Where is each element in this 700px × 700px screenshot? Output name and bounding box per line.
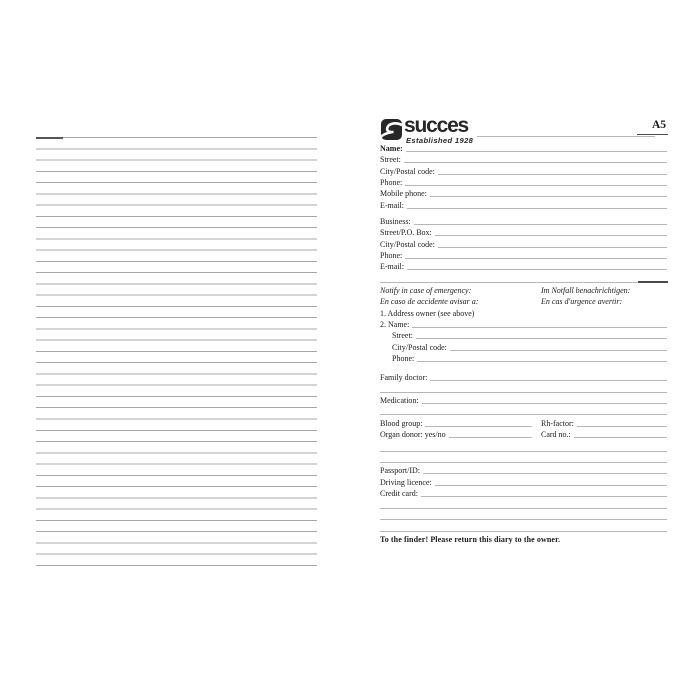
form-row-business-email	[380, 260, 667, 271]
field-label: 2. Name:	[380, 319, 410, 329]
field-label: Card no.:	[541, 429, 571, 439]
form-row-business-street	[380, 226, 667, 237]
form-row-mobile	[380, 187, 667, 198]
brand-name: succes	[404, 114, 469, 137]
write-line	[449, 437, 532, 438]
field-label: City/Postal code:	[392, 342, 447, 352]
write-line	[380, 462, 667, 463]
write-line	[577, 426, 667, 427]
write-line	[380, 414, 667, 415]
write-line	[407, 269, 667, 270]
write-line	[417, 361, 667, 362]
write-line	[574, 437, 667, 438]
emergency-heading-row-1	[380, 283, 667, 294]
write-line	[450, 350, 667, 351]
form-row-family-doctor	[380, 371, 667, 382]
card-no-field	[541, 430, 667, 439]
write-line	[380, 531, 667, 532]
emergency-contact-street	[380, 329, 667, 340]
emergency-heading-fr: En cas d'urgence avertir:	[541, 297, 623, 307]
form-row-city	[380, 164, 667, 175]
field-label: Phone:	[380, 251, 403, 261]
field-label: City/Postal code:	[380, 239, 435, 249]
emergency-heading-de: Im Notfall benachrichtigen:	[541, 285, 631, 295]
emergency-option-2	[380, 318, 667, 329]
form-row-phone	[380, 176, 667, 187]
write-line	[380, 392, 667, 393]
field-label: Passport/ID:	[380, 466, 420, 476]
emergency-heading-es: En caso de accidente avisar a:	[380, 297, 479, 307]
form-row-passport	[380, 464, 667, 475]
emergency-contact-phone	[380, 352, 667, 363]
form-row-driving-licence	[380, 475, 667, 486]
rh-factor-field	[541, 419, 667, 428]
write-line-row	[380, 382, 667, 393]
write-line	[414, 224, 667, 225]
finder-note-text: To the finder! Please return this diary to the owner.	[380, 535, 561, 545]
blood-group-field	[380, 419, 532, 428]
write-line	[423, 473, 667, 474]
write-line-row	[380, 510, 667, 521]
field-label: Rh-factor:	[541, 418, 574, 428]
form-row-business-phone	[380, 249, 667, 260]
form-row-medication	[380, 394, 667, 405]
field-label: Street:	[380, 155, 401, 165]
write-line	[422, 403, 667, 404]
write-line	[405, 185, 667, 186]
ruled-lines	[36, 137, 317, 567]
finder-note	[380, 533, 667, 544]
emergency-option-1	[380, 306, 667, 317]
write-line-row	[380, 499, 667, 510]
write-line-row	[380, 453, 667, 464]
field-label: Blood group:	[380, 418, 423, 428]
succes-logo-icon	[381, 119, 402, 140]
write-line	[435, 235, 667, 236]
field-label: Family doctor:	[380, 373, 428, 383]
write-line	[435, 485, 667, 486]
field-label: Business:	[380, 217, 411, 226]
write-line	[406, 151, 667, 152]
write-line	[380, 508, 667, 509]
personal-data-form-page	[380, 114, 667, 545]
field-label: Street:	[392, 331, 413, 341]
write-line	[380, 451, 667, 452]
write-line	[421, 496, 667, 497]
field-label: Phone:	[392, 353, 415, 363]
form-row-business	[380, 215, 667, 226]
field-label: Phone:	[380, 177, 403, 187]
brand-tagline: Established 1928	[406, 136, 474, 145]
size-label-underline	[637, 134, 668, 136]
page-header	[380, 114, 667, 145]
write-line	[380, 519, 667, 520]
section-divider	[380, 282, 667, 283]
field-label: E-mail:	[380, 262, 404, 272]
field-label: Organ donor: yes/no	[380, 429, 446, 439]
field-label: Street/P.O. Box:	[380, 228, 432, 238]
header-rule	[477, 136, 655, 137]
write-line-row	[380, 441, 667, 452]
write-line-row	[380, 521, 667, 532]
write-line	[430, 380, 667, 381]
field-label: Medication:	[380, 395, 419, 405]
field-label: E-mail:	[380, 200, 404, 210]
form-row-blood-rh	[380, 416, 667, 427]
field-label: Driving licence:	[380, 477, 432, 487]
field-label: City/Postal code:	[380, 166, 435, 176]
write-line	[425, 426, 532, 427]
write-line	[438, 174, 667, 175]
field-label: 1. Address owner (see above)	[380, 308, 475, 318]
form-row-donor-card	[380, 428, 667, 439]
form-row-credit-card	[380, 487, 667, 498]
form-row-email	[380, 198, 667, 209]
emergency-heading-row-2	[380, 295, 667, 306]
divider-accent	[638, 281, 668, 283]
write-line	[416, 338, 667, 339]
write-line	[404, 162, 667, 163]
form-row-street	[380, 153, 667, 164]
date-line-segment	[36, 137, 63, 139]
write-line	[407, 208, 667, 209]
form-row-business-city	[380, 237, 667, 248]
field-label: Name:	[380, 143, 403, 153]
write-line	[405, 258, 667, 259]
organ-donor-field	[380, 430, 532, 439]
page-size-label: A5	[651, 119, 666, 131]
emergency-heading-en: Notify in case of emergency:	[380, 285, 472, 295]
notes-page	[36, 137, 317, 567]
field-label: Credit card:	[380, 489, 418, 499]
emergency-contact-city	[380, 340, 667, 351]
write-line	[412, 327, 667, 328]
field-label: Mobile phone:	[380, 189, 427, 199]
write-line	[438, 247, 667, 248]
write-line	[430, 196, 667, 197]
write-line-row	[380, 405, 667, 416]
